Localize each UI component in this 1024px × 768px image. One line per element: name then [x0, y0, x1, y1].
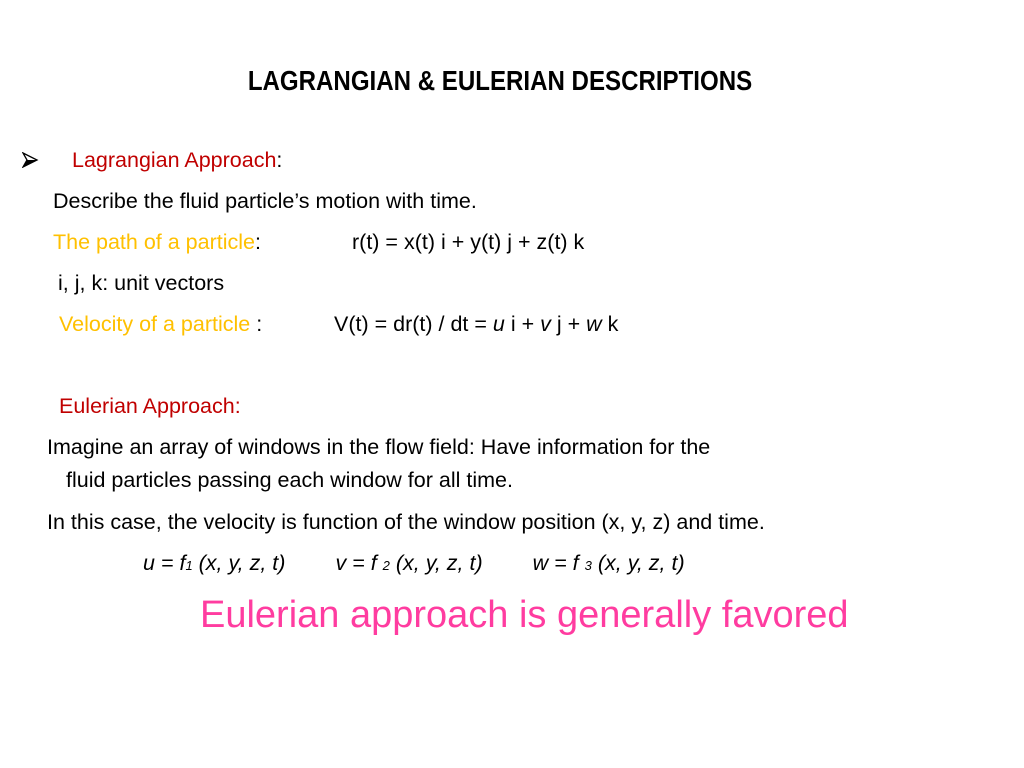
lagrangian-heading: Lagrangian Approach [72, 148, 277, 172]
eq-w [533, 551, 685, 575]
velocity-formula [334, 311, 618, 337]
velocity-w: w [586, 312, 602, 336]
velocity-i: i + [504, 312, 541, 336]
path-formula: r(t) = x(t) i + y(t) j + z(t) k [352, 230, 585, 254]
unit-vectors-note: i, j, k: unit vectors [58, 271, 225, 295]
eq-v-start: v = f [335, 551, 383, 575]
conclusion-statement: Eulerian approach is generally favored [200, 594, 849, 636]
path-line [53, 229, 261, 255]
eulerian-velocity-statement: In this case, the velocity is function of the window position (x, y, z) and time. [47, 510, 765, 534]
velocity-label: Velocity of a particle [59, 312, 251, 336]
velocity-line [59, 311, 262, 337]
eulerian-equations [143, 550, 685, 579]
eq-v-args: (x, y, z, t) [389, 551, 483, 575]
arrow-bullet-icon [22, 152, 44, 168]
lagrangian-heading-colon: : [276, 148, 283, 172]
slide-title: LAGRANGIAN & EULERIAN DESCRIPTIONS [247, 65, 753, 96]
velocity-j: j + [550, 312, 587, 336]
velocity-formula-start: V(t) = dr(t) / dt = [334, 312, 493, 336]
eq-w-args: (x, y, z, t) [591, 551, 685, 575]
eulerian-imagine-line-2: fluid particles passing each window for all time. [66, 468, 513, 492]
path-colon: : [254, 230, 261, 254]
eq-v-subscript: 2 [382, 558, 390, 573]
eq-w-subscript: 3 [584, 558, 592, 573]
lagrangian-description: Describe the fluid particle’s motion with time. [53, 189, 477, 213]
velocity-u: u [492, 312, 505, 336]
path-label: The path of a particle [53, 230, 255, 254]
eq-u-args: (x, y, z, t) [192, 551, 286, 575]
lagrangian-heading-line [72, 147, 282, 173]
eq-v [335, 551, 482, 575]
velocity-v: v [540, 312, 551, 336]
eq-u-subscript: 1 [185, 558, 193, 573]
eulerian-imagine-line-1: Imagine an array of windows in the flow field: Have information for the [47, 435, 711, 459]
eq-u-start: u = f [143, 551, 186, 575]
velocity-k: k [601, 312, 619, 336]
eulerian-heading: Eulerian Approach: [59, 394, 241, 418]
eq-u [143, 551, 285, 575]
velocity-colon: : [250, 312, 263, 336]
eq-w-start: w = f [532, 551, 585, 575]
